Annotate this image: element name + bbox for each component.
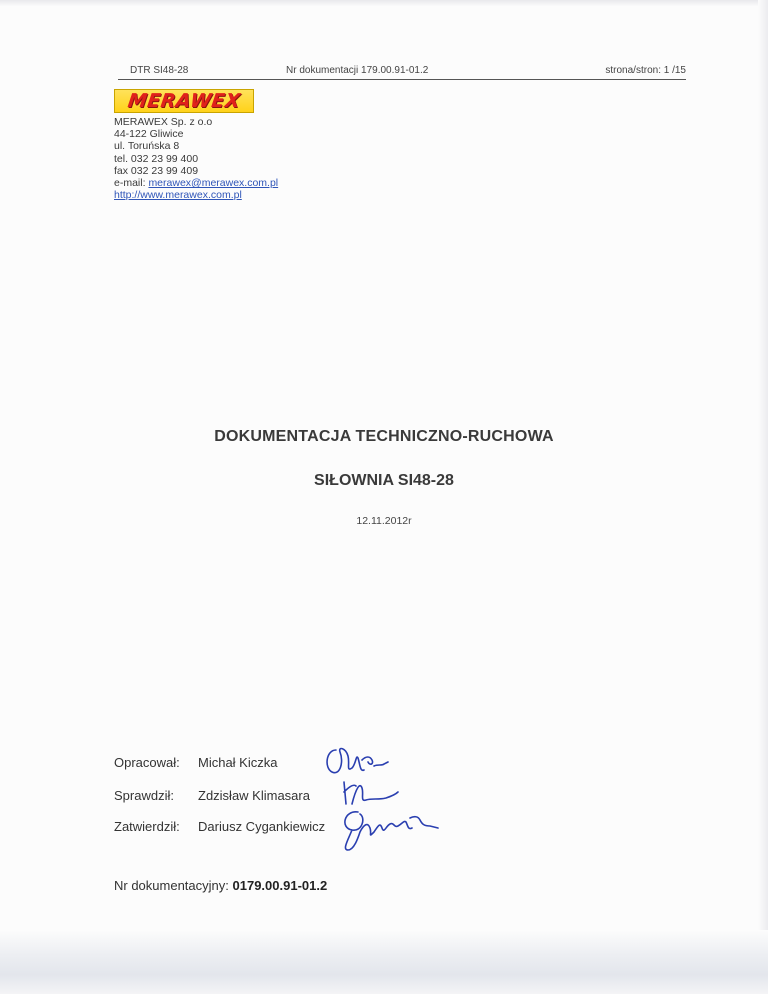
document-subtitle: SIŁOWNIA SI48-28 [314,472,454,489]
company-logo [114,89,254,113]
approval-approved [114,819,326,834]
page-header [118,63,686,80]
email-label: e-mail: [114,177,149,190]
company-logo-text: MERAWEX [126,90,242,112]
approval-prepared [114,755,278,770]
company-website-line [114,189,278,201]
header-page-count: strona/stron: 1 /15 [605,65,686,76]
header-dtr: DTR SI48-28 [130,65,189,76]
header-doc-number: Nr dokumentacji 179.00.91-01.2 [286,65,429,76]
approval-name: Michał Kiczka [198,755,278,770]
approval-checked [114,788,310,803]
approval-role: Sprawdził: [114,788,174,803]
scan-edge-right [758,0,768,994]
company-address [114,116,278,201]
document-title: DOKUMENTACJA TECHNICZNO-RUCHOWA [214,428,554,445]
approval-name: Dariusz Cygankiewicz [198,819,326,834]
document-date: 12.11.2012r [356,515,412,527]
scan-edge-bottom [0,930,768,994]
company-postal: 44-122 Gliwice [114,128,184,141]
email-link[interactable]: merawex@merawex.com.pl [148,177,279,190]
company-name: MERAWEX Sp. z o.o [114,116,213,128]
document-number-label: Nr dokumentacyjny: [114,878,233,893]
company-street: ul. Toruńska 8 [114,140,180,153]
company-tel: tel. 032 23 99 400 [114,152,199,165]
company-email-line [114,177,278,189]
company-fax: fax 032 23 99 409 [114,164,199,177]
document-number-footer [114,878,327,893]
website-link[interactable]: http://www.merawex.com.pl [114,189,242,202]
approval-name: Zdzisław Klimasara [198,788,310,803]
document-number-value: 0179.00.91-01.2 [232,878,328,893]
signature-cygankiewicz [338,804,442,854]
approval-role: Opracował: [114,755,180,770]
approval-role: Zatwierdził: [114,819,180,834]
scan-edge-top [0,0,768,6]
